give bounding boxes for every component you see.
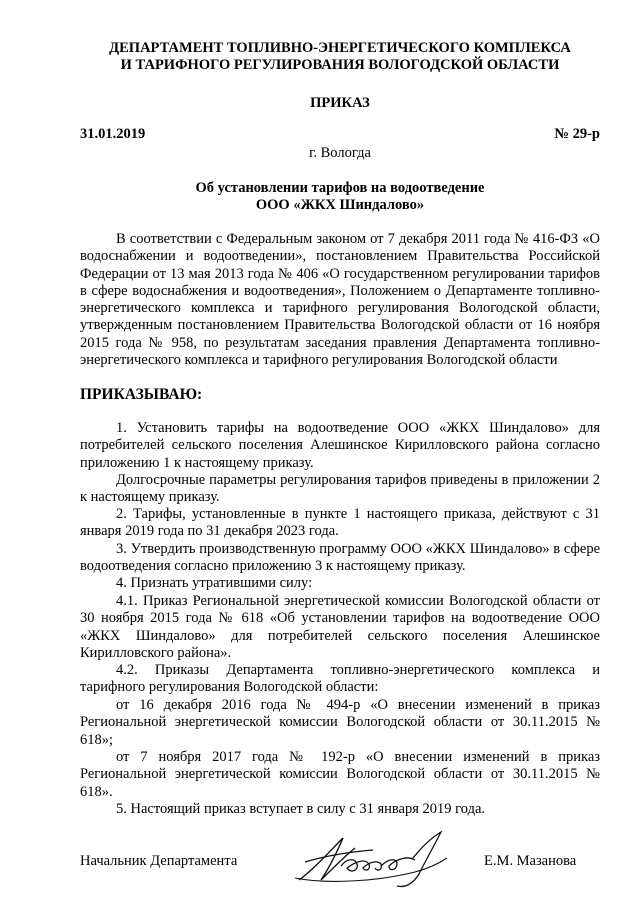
preamble-paragraph: В соответствии с Федеральным законом от 7 декабря 2011 года № 416-ФЗ «О водоснабжении и водоотведении», постановлением Правительства Российской Федерации от 13 мая 2013 года № 406 «О государственном регулировании тарифов в сфере водоснабжения и водоотведения», Положением о Департаменте топливно-энергетического комплекса и тарифного регулирования Вологодской области, утвержденным постановлением Правительства Вологодской области от 16 ноября 2015 года № 958, по результатам заседания правления Департамента топливно-энергетического комплекса и тарифного регулирования Вологодской области bbox=[80, 231, 600, 369]
order-title-line1: Об установлении тарифов на водоотведение bbox=[195, 180, 485, 196]
item-4-2-paragraph: 4.2. Приказы Департамента топливно-энергетического комплекса и тарифного регулирования Вологодской области: bbox=[80, 662, 600, 696]
department-name-line2: И ТАРИФНОГО РЕГУЛИРОВАНИЯ ВОЛОГОДСКОЙ ОБЛАСТИ bbox=[120, 57, 560, 73]
item-4-1-paragraph: 4.1. Приказ Региональной энергетической комиссии Вологодской области от 30 ноября 2015 года № 618 «Об установлении тарифов на водоотведение ООО «ЖКХ Шиндалово» для потребителей сельского поселения Алешинское Кирилловского района». bbox=[80, 593, 600, 661]
item-4-2-a-paragraph: от 16 декабря 2016 года № 494-р «О внесении изменений в приказ Региональной энергетической комиссии Вологодской области от 30.11.2015 № 618»; bbox=[80, 697, 600, 748]
item-1-parameters-paragraph: Долгосрочные параметры регулирования тарифов приведены в приложении 2 к настоящему приказу. bbox=[80, 472, 600, 506]
item-2-paragraph: 2. Тарифы, установленные в пункте 1 настоящего приказа, действуют с 31 января 2019 года по 31 декабря 2023 года. bbox=[80, 506, 600, 540]
order-word: ПРИКАЗЫВАЮ: bbox=[80, 386, 203, 403]
handwritten-signature bbox=[285, 828, 455, 890]
item-5-paragraph: 5. Настоящий приказ вступает в силу с 31 января 2019 года. bbox=[116, 801, 486, 817]
department-name-line1: ДЕПАРТАМЕНТ ТОПЛИВНО-ЭНЕРГЕТИЧЕСКОГО КОМПЛЕКСА bbox=[109, 40, 571, 56]
order-date: 31.01.2019 bbox=[80, 126, 146, 142]
item-4-2-b-paragraph: от 7 ноября 2017 года № 192-р «О внесении изменений в приказ Региональной энергетической комиссии Вологодской области от 30.11.2015 № 618». bbox=[80, 749, 600, 800]
doc-type-heading: ПРИКАЗ bbox=[310, 95, 370, 111]
order-title-line2: ООО «ЖКХ Шиндалово» bbox=[255, 197, 425, 213]
item-4-paragraph: 4. Признать утратившими силу: bbox=[116, 575, 313, 591]
item-3-paragraph: 3. Утвердить производственную программу ООО «ЖКХ Шиндалово» в сфере водоотведения согласно приложению 3 к настоящему приказу. bbox=[80, 541, 600, 575]
city: г. Вологда bbox=[309, 145, 371, 161]
signature-position: Начальник Департамента bbox=[80, 853, 238, 869]
order-number: № 29-р bbox=[554, 126, 600, 142]
item-1-paragraph: 1. Установить тарифы на водоотведение ООО «ЖКХ Шиндалово» для потребителей сельского поселения Алешинское Кирилловского района согласно приложению 1 к настоящему приказу. bbox=[80, 420, 600, 471]
signatory-name: Е.М. Мазанова bbox=[484, 853, 577, 869]
